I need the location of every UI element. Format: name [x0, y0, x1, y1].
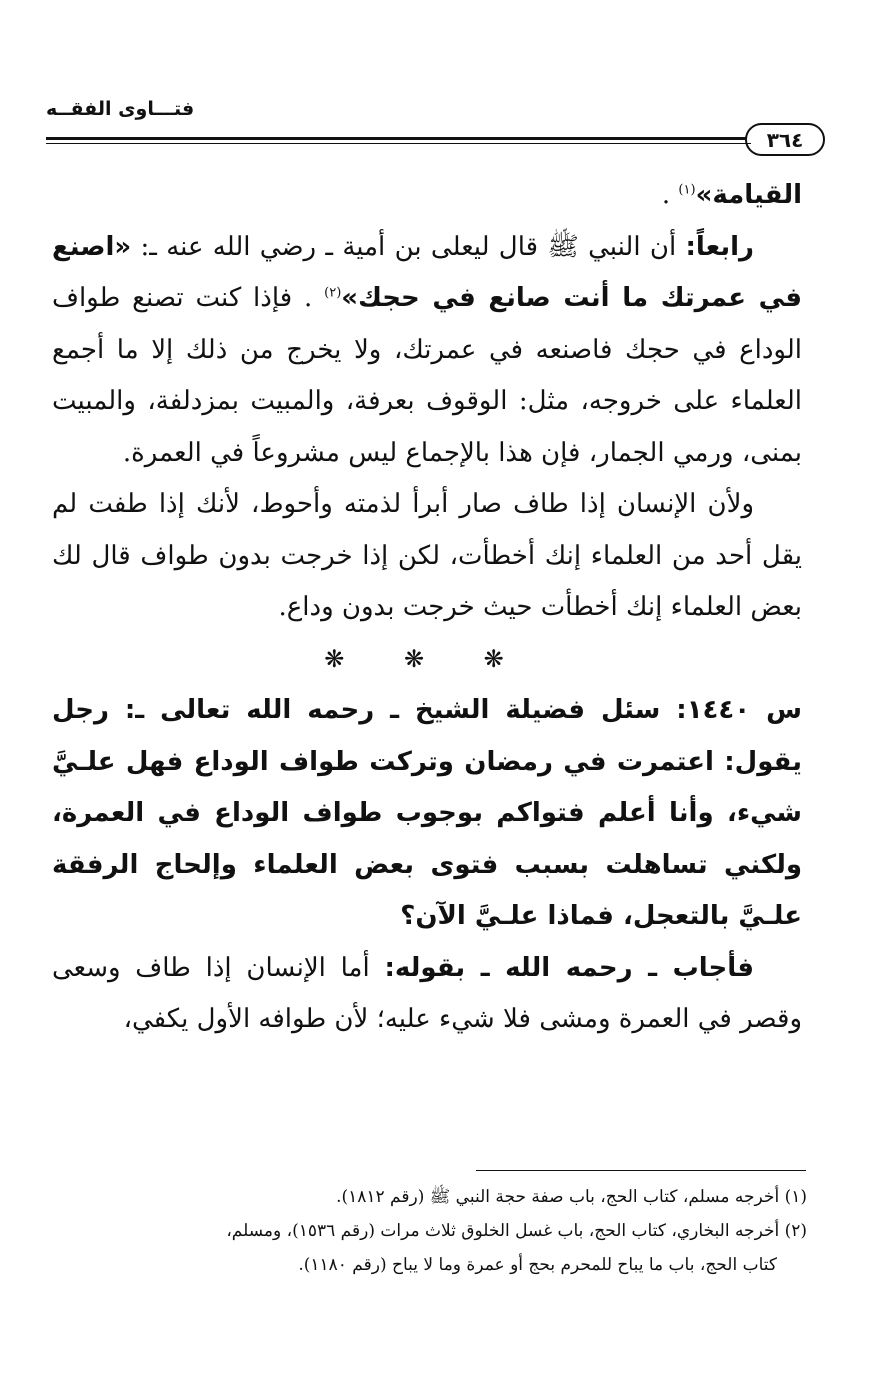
paragraph-tail: . [661, 180, 679, 210]
footnote-2: (٢) أخرجه البخاري، كتاب الحج، باب غسل الخلوق ثلاث مرات (رقم ١٥٣٦)، ومسلم، [226, 1221, 807, 1241]
quote-ending: القيامة» [695, 180, 802, 210]
question-paragraph [52, 685, 802, 943]
paragraph-body: . فإذا كنت تصنع طواف الوداع في حجك فاصنعه في عمرتك، ولا يخرج من ذلك إلا ما أجمع العلماء على خروجه، مثل: الوقوف بعرفة، والمبيت بمزدلفة، والمبيت بمنى، ورمي الجمار، فإن هذا بالإجماع ليس مشروعاً في العمرة. [52, 283, 802, 468]
footnote-2-continuation: كتاب الحج، باب ما يباح للمحرم بحج أو عمرة وما لا يباح (رقم ١١٨٠). [298, 1255, 777, 1275]
paragraph-reasoning: ولأن الإنسان إذا طاف صار أبرأ لذمته وأحوط، لأنك إذا طفت لم يقل أحد من العلماء إنك أخطأت، لكن إذا خرجت بدون طواف قال لك بعض العلماء إنك أخطأت حيث خرجت بدون وداع. [52, 489, 802, 622]
answer-paragraph [52, 943, 802, 1046]
header-rule-thin [46, 143, 751, 144]
fourthly-label: رابعاً: [685, 231, 754, 262]
section-separator: ❋ ❋ ❋ [324, 644, 530, 673]
footnote-rule [476, 1170, 806, 1171]
running-title: فتـــاوى الفقــه [46, 98, 195, 120]
header-rule [46, 137, 746, 140]
footnote-ref-1: (١) [678, 182, 696, 198]
footnote-ref-2: (٢) [324, 285, 342, 301]
answer-text: أما الإنسان إذا طاف وسعى وقصر في العمرة ومشى فلا شيء عليه؛ لأن طوافه الأول يكفي، [52, 952, 802, 1034]
question-number: س ١٤٤٠: [676, 695, 802, 725]
footnotes [52, 1180, 807, 1282]
answer-lead: فأجاب ـ رحمه الله ـ بقوله: [384, 952, 754, 983]
main-text [52, 170, 802, 1046]
page-number: ٣٦٤ [745, 123, 825, 156]
hadith-intro: أن النبي ﷺ قال ليعلى بن أمية ـ رضي الله عنه ـ: [131, 231, 686, 262]
paragraph-fourthly [52, 222, 802, 480]
question-text: سئل فضيلة الشيخ ـ رحمه الله تعالى ـ: رجل يقول: اعتمرت في رمضان وتركت طواف الوداع فهل علـيَّ شيء، وأنا أعلم فتواكم بوجوب طواف الوداع في العمرة، ولكني تساهلت بسبب فتوى بعض العلماء وإلحاج الرفقة علـيَّ بالتعجل، فماذا علـيَّ الآن؟ [52, 695, 802, 931]
footnote-1: (١) أخرجه مسلم، كتاب الحج، باب صفة حجة النبي ﷺ (رقم ١٨١٢). [336, 1187, 807, 1207]
hadith-quote: «اصنع في عمرتك ما أنت صانع في حجك» [52, 231, 802, 313]
paragraph-continuation [52, 170, 802, 222]
